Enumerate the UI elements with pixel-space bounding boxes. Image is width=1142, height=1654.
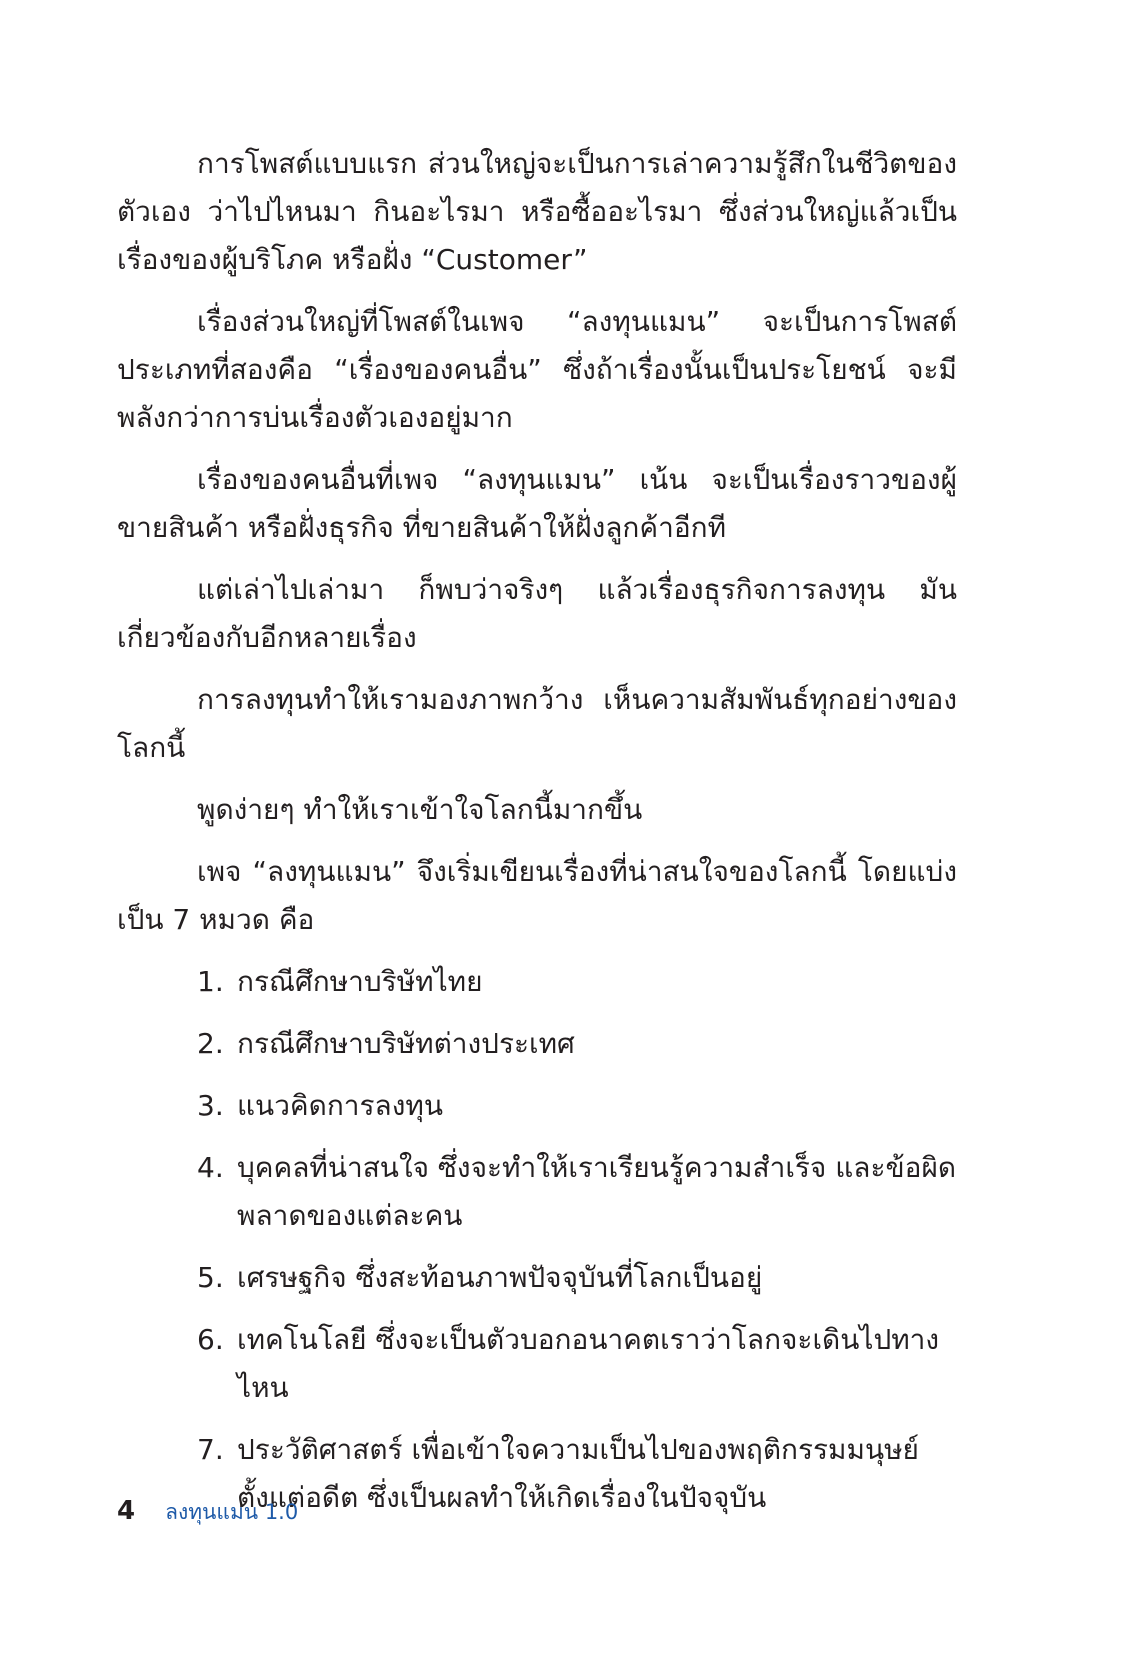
- paragraph-4: แต่เล่าไปเล่ามา ก็พบว่าจริงๆ แล้วเรื่องธุรกิจการลงทุน มันเกี่ยวข้องกับอีกหลายเรื่อง: [117, 573, 957, 654]
- running-book-title: ลงทุนแมน 1.0: [165, 1500, 299, 1524]
- list-item-number: 4.: [197, 1151, 224, 1184]
- paragraph-1: การโพสต์แบบแรก ส่วนใหญ่จะเป็นการเล่าความรู้สึกในชีวิตของตัวเอง ว่าไปไหนมา กินอะไรมา หรือซื้ออะไรมา ซึ่งส่วนใหญ่แล้วเป็นเรื่องของผู้บริโภค หรือฝั่ง “Customer”: [117, 147, 957, 276]
- list-item-text: กรณีศึกษาบริษัทไทย: [237, 965, 483, 998]
- page-body: [117, 140, 957, 1536]
- list-item-number: 2.: [197, 1027, 224, 1060]
- list-item: [117, 1082, 957, 1130]
- category-list: [117, 958, 957, 1522]
- paragraph-6: พูดง่ายๆ ทำให้เราเข้าใจโลกนี้มากขึ้น: [197, 793, 643, 826]
- list-item-number: 5.: [197, 1261, 224, 1294]
- list-item: [117, 1316, 957, 1412]
- list-item-text: บุคคลที่น่าสนใจ ซึ่งจะทำให้เราเรียนรู้ความสำเร็จ และข้อผิดพลาดของแต่ละคน: [237, 1151, 957, 1232]
- paragraph-2: เรื่องส่วนใหญ่ที่โพสต์ในเพจ “ลงทุนแมน” จะเป็นการโพสต์ประเภทที่สองคือ “เรื่องของคนอื่น” ซึ่งถ้าเรื่องนั้นเป็นประโยชน์ จะมีพลังกว่าการบ่นเรื่องตัวเองอยู่มาก: [117, 305, 957, 434]
- paragraph-5: การลงทุนทำให้เรามองภาพกว้าง เห็นความสัมพันธ์ทุกอย่างของโลกนี้: [117, 683, 957, 764]
- page-footer: [117, 1496, 298, 1529]
- list-item-number: 1.: [197, 965, 224, 998]
- list-item: [117, 958, 957, 1006]
- list-item-number: 3.: [197, 1089, 224, 1122]
- list-item-text: ประวัติศาสตร์ เพื่อเข้าใจความเป็นไปของพฤติกรรมมนุษย์ตั้งแต่อดีต ซึ่งเป็นผลทำให้เกิดเรื่องในปัจจุบัน: [237, 1433, 919, 1514]
- list-item: [117, 1254, 957, 1302]
- list-item-text: เทคโนโลยี ซึ่งจะเป็นตัวบอกอนาคตเราว่าโลกจะเดินไปทางไหน: [237, 1323, 940, 1404]
- paragraph-7: เพจ “ลงทุนแมน” จึงเริ่มเขียนเรื่องที่น่าสนใจของโลกนี้ โดยแบ่งเป็น 7 หมวด คือ: [117, 855, 957, 936]
- list-item: [117, 1144, 957, 1240]
- list-item: [117, 1020, 957, 1068]
- list-item-number: 7.: [197, 1433, 224, 1466]
- list-item-number: 6.: [197, 1323, 224, 1356]
- paragraph-3: เรื่องของคนอื่นที่เพจ “ลงทุนแมน” เน้น จะเป็นเรื่องราวของผู้ขายสินค้า หรือฝั่งธุรกิจ ที่ขายสินค้าให้ฝั่งลูกค้าอีกที: [117, 463, 957, 544]
- list-item-text: กรณีศึกษาบริษัทต่างประเทศ: [237, 1027, 575, 1060]
- list-item-text: แนวคิดการลงทุน: [237, 1089, 443, 1122]
- list-item-text: เศรษฐกิจ ซึ่งสะท้อนภาพปัจจุบันที่โลกเป็นอยู่: [237, 1261, 763, 1294]
- page-number: 4: [117, 1496, 136, 1526]
